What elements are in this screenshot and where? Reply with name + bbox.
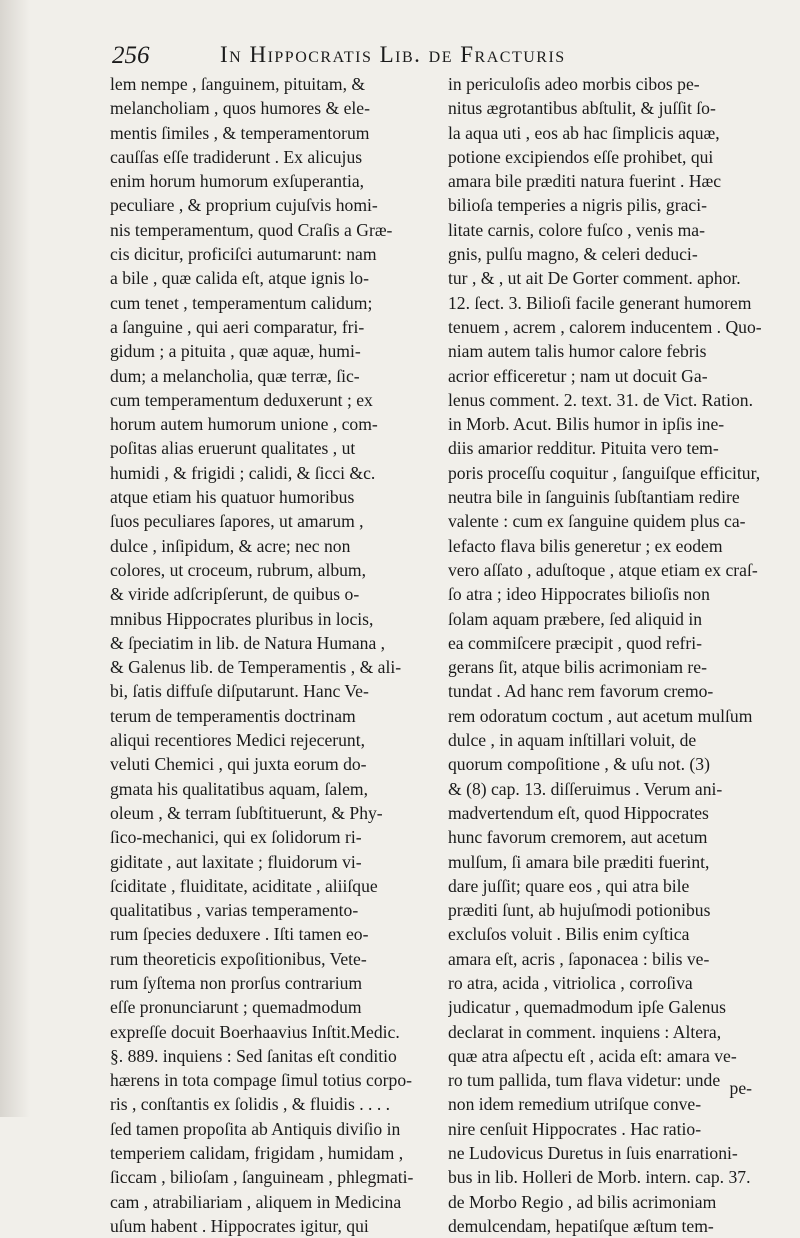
- text-line: nire cenſuit Hippocrates . Hac ratio-: [448, 1118, 702, 1139]
- running-title: In Hippocratis Lib. de Fracturis: [220, 42, 566, 67]
- text-line: amara eſt, acris , ſaponacea : bilis ve-: [448, 948, 710, 969]
- text-line: rum ſyſtema non prorſus contrarium: [110, 972, 363, 993]
- text-line: & viride adſcripſerunt, de quibus o-: [110, 584, 360, 605]
- text-line: horum autem humorum unione , com-: [110, 414, 378, 435]
- text-line: qualitatibus , varias temperamento-: [110, 900, 359, 921]
- text-line: temperiem calidam, frigidam , humidam ,: [110, 1143, 404, 1164]
- text-line: cam , atrabiliariam , aliquem in Medicina: [110, 1191, 402, 1212]
- text-line: lefacto flava bilis generetur ; ex eodem: [448, 535, 723, 556]
- text-line: peculiare , & proprium cujuſvis homi-: [110, 195, 378, 216]
- text-line: terum de temperamentis doctrinam: [110, 705, 356, 726]
- text-line: mentis ſimiles , & temperamentorum: [110, 122, 370, 143]
- text-line: §. 889. inquiens : Sed ſanitas eſt conditio: [110, 1045, 397, 1066]
- text-line: quæ atra aſpectu eſt , acida eſt: amara ve-: [448, 1045, 737, 1066]
- page-number: 256: [112, 42, 150, 69]
- text-line: giditate , aut laxitate ; fluidorum vi-: [110, 851, 362, 872]
- text-line: ſo atra ; ideo Hippocrates bilioſis non: [448, 584, 710, 605]
- text-line: expreſſe docuit Boerhaavius Inſtit.Medic.: [110, 1021, 400, 1042]
- text-line: rem odoratum coctum , aut acetum mulſum: [448, 705, 753, 726]
- text-line: dum; a melancholia, quæ terræ, ſic-: [110, 365, 360, 386]
- text-line: melancholiam , quos humores & ele-: [110, 98, 370, 119]
- text-line: valente : cum ex ſanguine quidem plus ca-: [448, 511, 746, 532]
- text-line: gmata his qualitatibus aquam, ſalem,: [110, 778, 368, 799]
- spine-shadow: [0, 0, 30, 1117]
- text-line: ea commiſcere præcipit , quod refri-: [448, 632, 703, 653]
- text-line: demulcendam, hepatiſque æſtum tem-: [448, 1215, 714, 1236]
- text-line: gidum ; a pituita , quæ aquæ, humi-: [110, 341, 361, 362]
- text-line: rum theoreticis expoſitionibus, Vete-: [110, 948, 367, 969]
- text-line: hunc favorum cremorem, aut acetum: [448, 827, 708, 848]
- text-line: cum tenet , temperamentum calidum;: [110, 292, 373, 313]
- text-line: poſitas alias eruerunt qualitates , ut: [110, 438, 356, 459]
- text-line: excluſos voluit . Bilis enim cyſtica: [448, 924, 690, 945]
- text-line: atque etiam his quatuor humoribus: [110, 487, 355, 508]
- text-line: nitus ægrotantibus abſtulit, & juſſit ſo-: [448, 98, 716, 119]
- text-line: ſolam aquam præbere, ſed aliquid in: [448, 608, 703, 629]
- text-line: vero aſſato , aduſtoque , atque etiam ex craſ-: [448, 559, 758, 580]
- text-line: litate carnis, colore fuſco , venis ma-: [448, 219, 705, 240]
- text-line: lenus comment. 2. text. 31. de Vict. Ration.: [448, 389, 753, 410]
- text-line: enim horum humorum exſuperantia,: [110, 171, 365, 192]
- text-line: dulce , in aquam inſtillari voluit, de: [448, 730, 697, 751]
- right-column: [448, 72, 788, 1238]
- text-line: ſuos peculiares ſapores, ut amarum ,: [110, 511, 364, 532]
- text-line: quorum compoſitione , & uſu not. (3): [448, 754, 710, 775]
- text-line: de Morbo Regio , ad bilis acrimoniam: [448, 1191, 717, 1212]
- text-line: hærens in tota compage ſimul totius corpo-: [110, 1070, 412, 1091]
- text-line: ro tum pallida, tum flava videtur: unde: [448, 1070, 721, 1091]
- text-line: 12. ſect. 3. Bilioſi facile generant humorem: [448, 292, 752, 313]
- text-line: neutra bile in ſanguinis ſubſtantiam redire: [448, 487, 740, 508]
- text-line: ro atra, acida , vitriolica , corroſiva: [448, 972, 693, 993]
- text-line: gerans ſit, atque bilis acrimoniam re-: [448, 657, 707, 678]
- text-line: cis dicitur, proficiſci autumarunt: nam: [110, 244, 377, 265]
- text-line: in periculoſis adeo morbis cibos pe-: [448, 74, 700, 94]
- left-column: [110, 72, 450, 1238]
- text-line: humidi , & frigidi ; calidi, & ſicci &c.: [110, 462, 376, 483]
- text-line: declarat in comment. inquiens : Altera,: [448, 1021, 722, 1042]
- text-line: madvertendum eſt, quod Hippocrates: [448, 802, 709, 823]
- text-line: mnibus Hippocrates pluribus in locis,: [110, 608, 374, 629]
- text-line: la aqua uti , eos ab hac ſimplicis aquæ,: [448, 122, 720, 143]
- text-line: & ſpeciatim in lib. de Natura Humana ,: [110, 632, 386, 653]
- page-header: [112, 40, 762, 74]
- text-line: bus in lib. Holleri de Morb. intern. cap. 37.: [448, 1167, 751, 1188]
- text-line: oleum , & terram ſubſtituerunt, & Phy-: [110, 802, 383, 823]
- text-line: in Morb. Acut. Bilis humor in ipſis ine-: [448, 414, 725, 435]
- text-line: bilioſa temperies a nigris pilis, graci-: [448, 195, 707, 216]
- text-line: colores, ut croceum, rubrum, album,: [110, 559, 367, 580]
- text-line: lem nempe , ſanguinem, pituitam, &: [110, 74, 366, 94]
- text-line: dulce , inſipidum, & acre; nec non: [110, 535, 351, 556]
- text-line: eſſe pronunciarunt ; quemadmodum: [110, 997, 362, 1018]
- text-line: a ſanguine , qui aeri comparatur, fri-: [110, 316, 365, 337]
- text-line: dare juſſit; quare eos , qui atra bile: [448, 875, 690, 896]
- text-line: poris proceſſu coquitur , ſanguiſque efficitur,: [448, 462, 761, 483]
- text-line: præditi ſunt, ab hujuſmodi potionibus: [448, 900, 711, 921]
- text-line: ſciditate , fluiditate, aciditate , aliiſque: [110, 875, 378, 896]
- text-line: mulſum, ſi amara bile præditi fuerint,: [448, 851, 710, 872]
- text-line: & Galenus lib. de Temperamentis , & ali-: [110, 657, 402, 678]
- text-line: cum temperamentum deduxerunt ; ex: [110, 389, 373, 410]
- text-line: amara bile præditi natura fuerint . Hæc: [448, 171, 722, 192]
- text-line: ſico-mechanici, qui ex ſolidorum ri-: [110, 827, 362, 848]
- text-line: bi, ſatis diffuſe diſputarunt. Hanc Ve-: [110, 681, 369, 702]
- text-line: non idem remedium utriſque conve-: [448, 1094, 702, 1115]
- text-line: rum ſpecies deduxere . Iſti tamen eo-: [110, 924, 369, 945]
- text-line: & (8) cap. 13. diſſeruimus . Verum ani-: [448, 778, 723, 799]
- text-line: tur , & , ut ait De Gorter comment. aphor.: [448, 268, 741, 289]
- text-line: gnis, pulſu magno, & celeri deduci-: [448, 244, 698, 265]
- text-line: judicatur , quemadmodum ipſe Galenus: [448, 997, 727, 1018]
- text-line: cauſſas eſſe tradiderunt . Ex alicujus: [110, 146, 363, 167]
- text-line: tundat . Ad hanc rem favorum cremo-: [448, 681, 714, 702]
- text-line: potione excipiendos eſſe prohibet, qui: [448, 146, 714, 167]
- text-line: acrior efficeretur ; nam ut docuit Ga-: [448, 365, 708, 386]
- text-line: aliqui recentiores Medici rejecerunt,: [110, 730, 365, 751]
- text-line: tenuem , acrem , calorem inducentem . Quo-: [448, 316, 762, 337]
- text-line: ris , conſtantis ex ſolidis , & fluidis . . . .: [110, 1094, 391, 1115]
- text-line: nis temperamentum, quod Craſis a Græ-: [110, 219, 393, 240]
- text-line: uſum habent . Hippocrates igitur, qui: [110, 1215, 369, 1236]
- text-line: ne Ludovicus Duretus in ſuis enarrationi-: [448, 1143, 738, 1164]
- text-line: a bile , quæ calida eſt, atque ignis lo-: [110, 268, 369, 289]
- catchword: pe-: [729, 1078, 752, 1098]
- text-line: ſed tamen propoſita ab Antiquis diviſio in: [110, 1118, 401, 1139]
- text-line: diis amarior redditur. Pituita vero tem-: [448, 438, 719, 459]
- text-line: niam autem talis humor calore febris: [448, 341, 707, 362]
- text-line: veluti Chemici , qui juxta eorum do-: [110, 754, 367, 775]
- text-line: ſiccam , bilioſam , ſanguineam , phlegmati-: [110, 1167, 414, 1188]
